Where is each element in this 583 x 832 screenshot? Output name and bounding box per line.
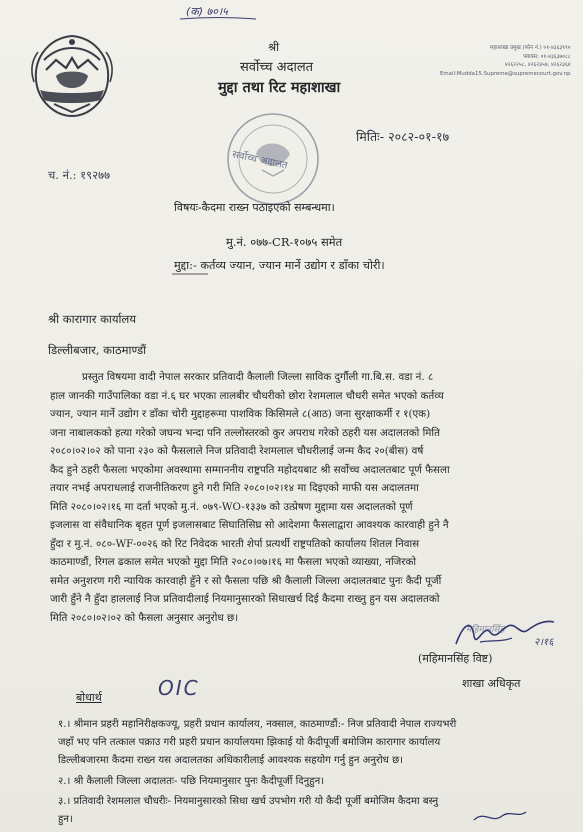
body-line: कैद हुने ठहरी फैसला भएकोमा अवस्थामा सम्माननीय राष्ट्रपति महोदयबाट श्री सर्वोच्च अदालतबाट पूर्ण फैसला bbox=[50, 463, 450, 476]
cc-line: हुन। bbox=[58, 814, 73, 825]
contact-info bbox=[440, 44, 571, 78]
contact-line-2: फ्याक्स: ०१-४३६३७०८८ bbox=[523, 53, 571, 60]
cc-line: ३.। प्रतिवादी रेशमलाल चौधरीः- नियमानुसारको सिधा खर्च उपभोग गरी यो कैदी पूर्जी बमोजिम कैदमा बस्नु bbox=[58, 796, 439, 807]
case-title: मुद्दा:- कर्तव्य ज्यान, ज्यान मार्ने उद्योग र डाँका चोरी। bbox=[174, 259, 385, 272]
reference-number: च. नं.: १९२७७ bbox=[48, 168, 111, 182]
body-line: काठमाण्डौं, रिगल ढकाल समेत भएको मुद्दा मिति २०८०।०७।१६ मा फैसला भएको व्याख्या, नजिरको bbox=[50, 556, 417, 568]
body-line: हाल जानकी गाउँपालिका वडा नं.६ घर भएका लालबीर चौधरीको छोरा रेशमलाल चौधरी समेत भएको कर्तव्य bbox=[50, 389, 444, 402]
case-number: मु.नं. ०७७-CR-१०७५ समेत bbox=[226, 235, 343, 249]
cc-line: जहाँ भए पनि तत्काल पक्राउ गरी प्रहरी प्रधान कार्यालयमा झिकाई यो कैदीपूर्जी बमोजिम कारागार कार्यालय bbox=[58, 737, 441, 748]
division-name: मुद्दा तथा रिट महाशाखा bbox=[218, 79, 341, 96]
contact-line-3: ४२६२२५८, ४२६२३५७, ४२६२३६४ bbox=[504, 62, 571, 68]
body-line: हुँदा र मु.नं. ०८०-WF-००२६ को रिट निवेदक भारती शेर्पा प्रत्यर्थी राष्ट्रपतिको कार्यालय शितल निवास bbox=[50, 537, 420, 550]
body-line: मिति २०८०।०२।१६ मा दर्ता भएको मु.नं. ०७९-WO-१३३७ को उत्प्रेषण मुद्दामा यस अदालतको पूर्ण bbox=[50, 500, 413, 513]
letter-date: मितिः- २०८२-०१-१७ bbox=[356, 129, 450, 144]
top-note-underline bbox=[178, 16, 258, 22]
signatory-name: (महिमानसिंह विष्ट) bbox=[418, 652, 493, 665]
body-line: इजलास वा संवैधानिक बृहत पूर्ण इजलासबाट सिघातिसिघ्र सो आदेशमा फैसलाद्वारा आवश्यक कारवाही हुने नै bbox=[50, 519, 449, 531]
body-line: ज्यान, ज्यान मार्ने उद्योग र डाँका चोरी मुद्दाहरूमा पाशविक किसिमले ८(आठ) जना सुरक्षाकर्मी र १(एक) bbox=[50, 408, 431, 420]
top-handwritten-note: (क) ७०।५ bbox=[186, 5, 228, 18]
body-line: मिति २०८०।०२।०२ को फैसला अनुसार अनुरोध छ। bbox=[50, 611, 239, 624]
body-line: जारी हुँने नै हुँदा हाललाई निज प्रतिवादीलाई नियमानुसारको सिधाखर्च दिई कैदमा राख्नु हुन यस अदालतको bbox=[50, 593, 440, 605]
recipient-name: श्री कारागार कार्यालय bbox=[48, 312, 137, 326]
recipient-address: डिल्लीबजार, काठमाण्डौं bbox=[48, 343, 147, 357]
signature-date: २।१६ bbox=[534, 637, 554, 648]
contact-line-4: Email:Mudda15.Supreme@supremecourt.gov.np bbox=[440, 70, 571, 77]
signatory-title: शाखा अधिकृत bbox=[462, 677, 521, 690]
contact-line-1: महाशाखा प्रमुख (फोन नं.) ०१-४३६३९९० bbox=[490, 45, 571, 51]
court-name: सर्वोच्च अदालत bbox=[240, 60, 314, 75]
body-line: तयार नभई अपराधलाई राजनीतिकरण हुने गरी मिति २०८०।०२।१४ मा दिइएको माफी यस अदालतमा bbox=[50, 482, 419, 494]
body-line: जना नाबालकको हत्या गरेको जघन्य भन्दा पनि तल्लोस्तरको कुर अपराध गरेको ठहरी यस अदालतको मिति bbox=[50, 426, 440, 439]
bottom-initial-scribble bbox=[470, 806, 530, 826]
handwritten-oic-mark: OIC bbox=[158, 676, 200, 700]
cc-line: १.। श्रीमान प्रहरी महानिरीक्षकज्यू, प्रहरी प्रधान कार्यालय, नक्साल, काठमाण्डौं:- निज प्रतिवादी नेपाल राज्यभरी bbox=[58, 719, 457, 730]
body-line: समेत अनुशरण गरी न्यायिक कारवाही हुँने र सो फैसला पछि श्री कैलाली जिल्ला अदालतबाट पुनः कैदी पूर्जी bbox=[50, 574, 442, 587]
nepal-emblem-logo bbox=[26, 30, 118, 122]
body-line: प्रस्तुत विषयमा वादी नेपाल सरकार प्रतिवादी कैलाली जिल्ला साविक दुर्गौली गा.बि.स. वडा नं. ८ bbox=[82, 371, 434, 383]
court-seal-text: सर्वोच्च अदालत bbox=[231, 149, 289, 172]
cc-line: डिल्लीबजारमा कैदमा राख्न यस अदालतका अधिकारीलाई आवश्यक सहयोग गर्नु हुन अनुरोध छ। bbox=[58, 755, 403, 766]
header-shree: श्री bbox=[268, 40, 280, 54]
bodharth-label: बोधार्थ bbox=[76, 691, 102, 704]
subject-line: विषयः-कैदमा राख्न पठाइएको सम्बन्धमा। bbox=[174, 201, 335, 214]
signature-handwritten: महिमानसिंह bbox=[466, 625, 505, 635]
case-title-underline bbox=[172, 272, 212, 276]
body-paragraph bbox=[50, 370, 570, 640]
cc-line: २.। श्री कैलाली जिल्ला अदालतः- पछि नियमानुसार पुनः कैदीपूर्जी दिनुहुन। bbox=[58, 776, 325, 787]
body-line: २०८०।०२।०२ को पाना २३० को फैसलाले निज प्रतिवादी रेशमलाल चौधरीलाई जन्म कैद २०(बीस) वर्ष bbox=[50, 445, 424, 457]
